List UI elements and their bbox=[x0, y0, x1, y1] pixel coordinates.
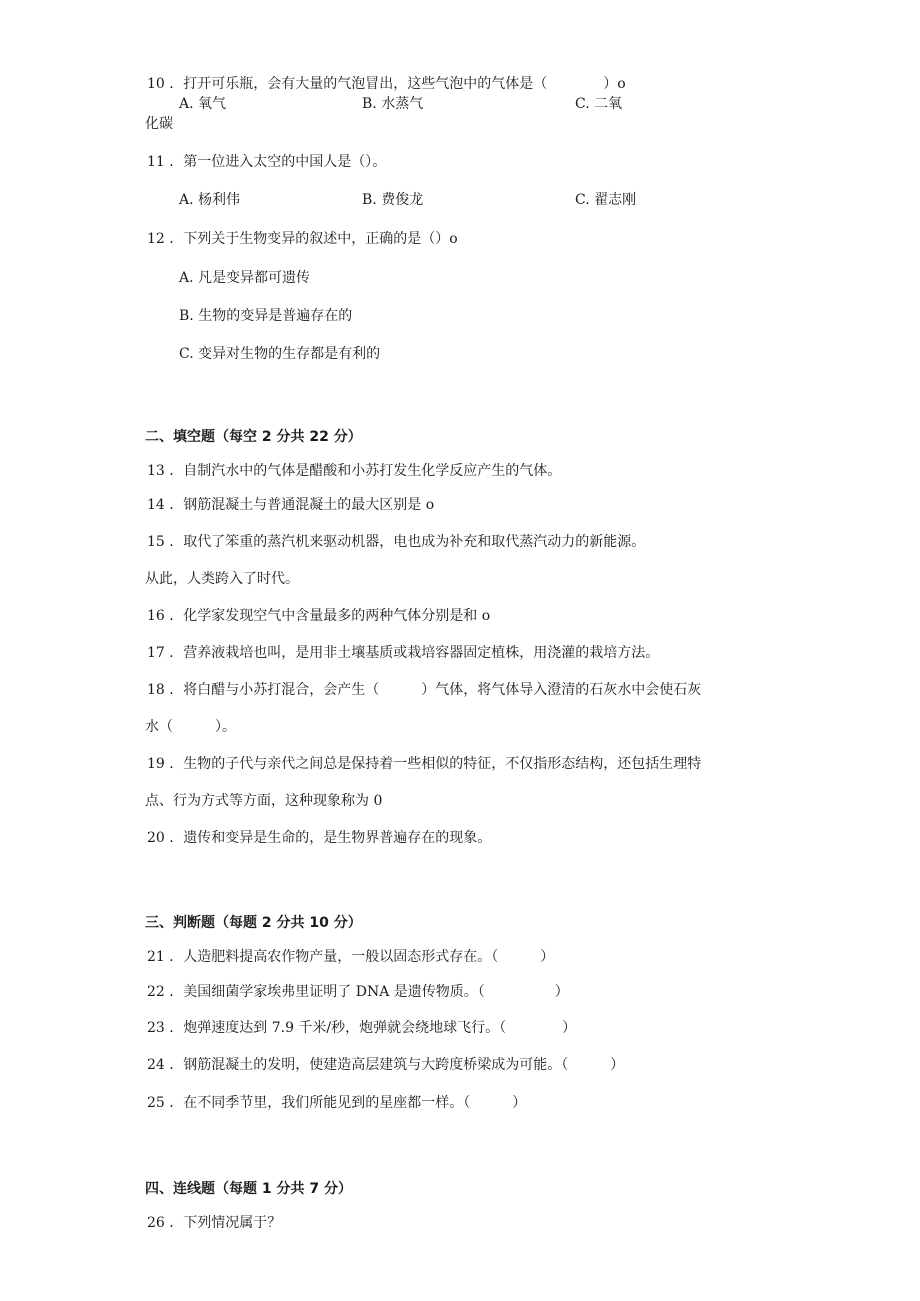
section-heading: 四、连线题（每题 1 分共 7 分） bbox=[145, 1181, 352, 1197]
question-stem: 10 ．打开可乐瓶，会有大量的气泡冒出，这些气泡中的气体是（ ）o bbox=[147, 76, 626, 92]
option-c-continued: 化碳 bbox=[145, 116, 173, 132]
question-26: 26 ．下列情况属于？ bbox=[147, 1215, 282, 1231]
question-20: 20 ．遗传和变异是生命的，是生物界普遍存在的现象。 bbox=[147, 830, 492, 846]
option-c: C. 二氧 bbox=[575, 96, 623, 112]
question-19-continued: 点、行为方式等方面，这种现象称为 0 bbox=[145, 793, 383, 809]
option-b: B. 水蒸气 bbox=[362, 96, 424, 112]
question-14: 14 ．钢筋混凝土与普通混凝土的最大区别是 o bbox=[147, 497, 435, 513]
question-16: 16 ．化学家发现空气中含量最多的两种气体分别是和 o bbox=[147, 608, 491, 624]
question-15: 15 ．取代了笨重的蒸汽机来驱动机器，电也成为补充和取代蒸汽动力的新能源。 bbox=[147, 534, 646, 550]
section-heading: 三、判断题（每题 2 分共 10 分） bbox=[145, 915, 362, 931]
question-stem: 11 ．第一位进入太空的中国人是（）。 bbox=[147, 154, 387, 170]
section-heading: 二、填空题（每空 2 分共 22 分） bbox=[145, 429, 362, 445]
option-c: C. 变异对生物的生存都是有利的 bbox=[179, 346, 381, 362]
question-25: 25 ．在不同季节里，我们所能见到的星座都一样。（ ） bbox=[147, 1095, 527, 1111]
question-22: 22 ．美国细菌学家埃弗里证明了 DNA 是遗传物质。（ ） bbox=[147, 984, 569, 1000]
option-b: B. 生物的变异是普遍存在的 bbox=[179, 308, 353, 324]
option-c: C. 翟志刚 bbox=[575, 192, 637, 208]
question-18: 18 ．将白醋与小苏打混合，会产生（ ）气体，将气体导入澄清的石灰水中会使石灰 bbox=[147, 682, 702, 698]
option-a: A. 凡是变异都可遗传 bbox=[179, 270, 311, 286]
question-18-continued: 水（ ）。 bbox=[145, 719, 236, 735]
question-15-continued: 从此，人类跨入了时代。 bbox=[145, 571, 299, 587]
question-21: 21 ．人造肥料提高农作物产量，一般以固态形式存在。（ ） bbox=[147, 949, 555, 965]
option-a: A. 杨利伟 bbox=[179, 192, 241, 208]
question-17: 17 ．营养液栽培也叫，是用非土壤基质或栽培容器固定植株，用浇灌的栽培方法。 bbox=[147, 645, 660, 661]
question-23: 23 ．炮弹速度达到 7.9 千米/秒，炮弹就会绕地球飞行。（ ） bbox=[147, 1020, 577, 1036]
question-19: 19 ．生物的子代与亲代之间总是保持着一些相似的特征，不仅指形态结构，还包括生理特 bbox=[147, 756, 702, 772]
question-13: 13 ．自制汽水中的气体是醋酸和小苏打发生化学反应产生的气体。 bbox=[147, 463, 562, 479]
question-stem: 12 ．下列关于生物变异的叙述中，正确的是（）o bbox=[147, 231, 458, 247]
option-a: A. 氧气 bbox=[179, 96, 227, 112]
option-b: B. 费俊龙 bbox=[362, 192, 424, 208]
question-24: 24 ．钢筋混凝土的发明，使建造高层建筑与大跨度桥梁成为可能。（ ） bbox=[147, 1057, 625, 1073]
